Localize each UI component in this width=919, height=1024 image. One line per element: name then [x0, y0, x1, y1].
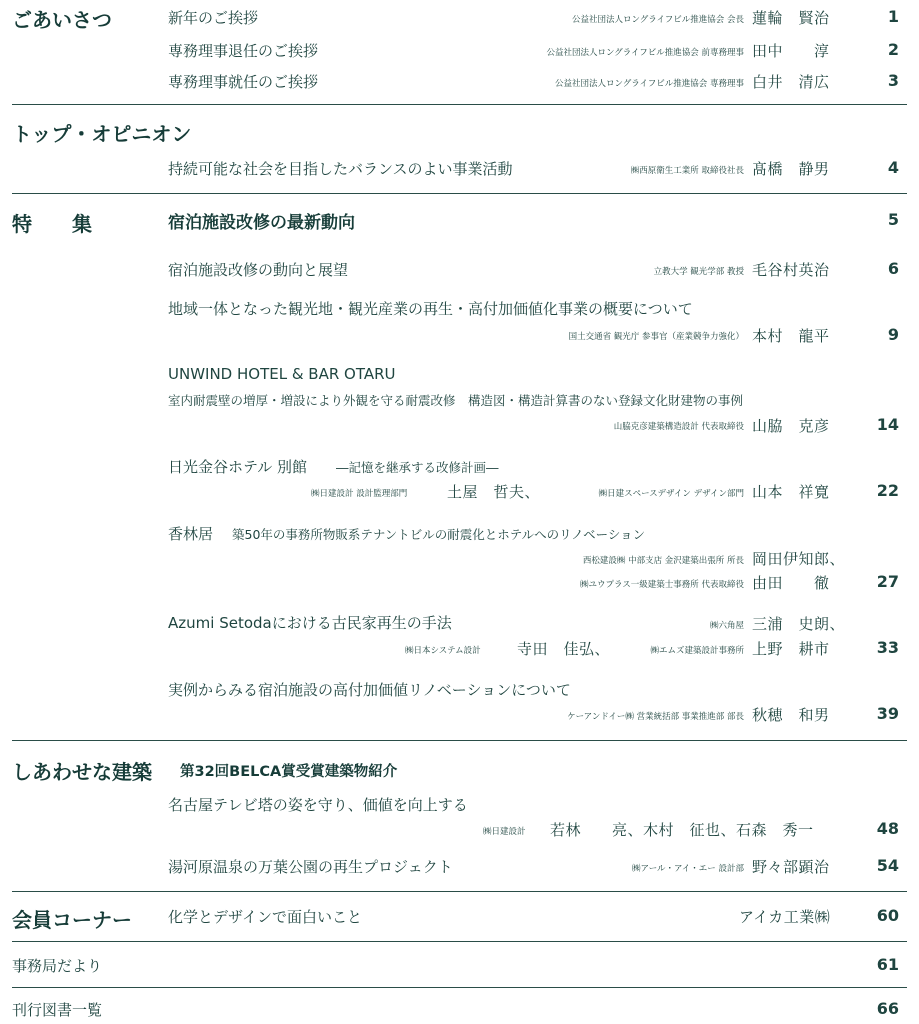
entry-title: 新年のご挨拶: [168, 9, 259, 27]
section-divider: [12, 740, 907, 741]
entry-author: 白井 清広: [752, 73, 830, 91]
entry-author: 山本 祥寛: [752, 483, 830, 501]
entry-page: 4: [887, 158, 899, 177]
entry-title: 名古屋テレビ塔の姿を守り、価値を向上する: [168, 796, 468, 814]
entry-author: 毛谷村英治: [752, 261, 830, 279]
entry-title: UNWIND HOTEL & BAR OTARU: [168, 365, 396, 383]
entry-affiliation: 公益社団法人ロングライフビル推進協会 専務理事: [554, 79, 744, 89]
entry-page: 22: [876, 481, 899, 500]
entry-page: 60: [876, 906, 899, 925]
entry-author: 山脇 克彦: [752, 417, 830, 435]
entry-author: 髙橋 静男: [752, 160, 830, 178]
entry-author: 三浦 史朗、: [752, 615, 846, 633]
entry-page: 33: [876, 638, 899, 657]
section-heading-aisatsu: ごあいさつ: [12, 8, 112, 32]
entry-title: 持続可能な社会を目指したバランスのよい事業活動: [168, 160, 513, 178]
entry-title: Azumi Setodaにおける古民家再生の手法: [168, 614, 452, 632]
section-divider: [12, 193, 907, 194]
entry-affiliation: 公益社団法人ロングライフビル推進協会 前専務理事: [546, 48, 744, 58]
section-heading-shiawase: しあわせな建築: [12, 760, 152, 784]
feature-title[interactable]: 宿泊施設改修の最新動向: [168, 213, 355, 233]
entry-author: 上野 耕市: [752, 640, 830, 658]
entry-author: 由田 徹: [752, 574, 830, 592]
entry-page: 39: [876, 704, 899, 723]
section-divider: [12, 941, 907, 942]
entry-affiliation: 西松建設㈱ 中部支店 金沢建築出張所 所長: [582, 556, 744, 566]
entry-affiliation: ㈱日建スペースデザイン デザイン部門: [598, 489, 744, 499]
entry-affiliation: ㈱日本システム設計: [405, 646, 481, 656]
entry-affiliation: 国土交通省 観光庁 参事官（産業競争力強化）: [568, 332, 744, 342]
entry-title: 香林居: [168, 525, 214, 543]
entry-author: 寺田 佳弘、: [517, 640, 611, 658]
entry-page: 48: [876, 819, 899, 838]
section-divider: [12, 987, 907, 988]
entry-author: 本村 龍平: [752, 327, 830, 345]
entry-title: 実例からみる宿泊施設の高付加価値リノベーションについて: [168, 681, 571, 699]
entry-title: 地域一体となった観光地・観光産業の再生・高付加価値化事業の概要について: [168, 300, 693, 318]
entry-page: 61: [876, 955, 899, 974]
entry-author: 野々部顕治: [752, 858, 830, 876]
entry-title: 日光金谷ホテル 別館: [168, 458, 308, 476]
entry-author: アイカ工業㈱: [739, 908, 831, 926]
entry-subtitle: 室内耐震壁の増厚・増設により外観を守る耐震改修 構造図・構造計算書のない登録文化財建物の事例: [168, 393, 744, 408]
entry-affiliation: ㈱六角屋: [709, 621, 744, 631]
section-heading-member: 会員コーナー: [12, 908, 132, 932]
feature-page: 5: [887, 210, 899, 229]
entry-affiliation: ㈱西原衛生工業所 取締役社長: [630, 166, 744, 176]
section-heading-feature: 特 集: [12, 212, 92, 236]
entry-title: 事務局だより: [12, 957, 103, 975]
entry-page: 6: [887, 259, 899, 278]
entry-affiliation: 立教大学 観光学部 教授: [653, 267, 744, 277]
entry-affiliation: ケーアンドイー㈱ 営業統括部 事業推進部 部長: [567, 712, 744, 722]
entry-title: 化学とデザインで面白いこと: [168, 908, 362, 926]
entry-page: 54: [876, 856, 899, 875]
entry-title: 専務理事就任のご挨拶: [168, 73, 319, 91]
entry-title: 専務理事退任のご挨拶: [168, 42, 319, 60]
entry-affiliation: 公益社団法人ロングライフビル推進協会 会長: [571, 15, 744, 25]
entry-page: 14: [876, 415, 899, 434]
entry-page: 66: [876, 999, 899, 1018]
entry-author: 秋穂 和男: [752, 706, 830, 724]
entry-page: 1: [887, 7, 899, 26]
section-heading-opinion: トップ・オピニオン: [12, 122, 192, 146]
entry-title: 湯河原温泉の万葉公園の再生プロジェクト: [168, 858, 453, 876]
entry-page: 3: [887, 71, 899, 90]
entry-author: 若林 亮、木村 征也、石森 秀一: [550, 821, 814, 839]
section-subheading-belca: 第32回BELCA賞受賞建築物紹介: [180, 764, 398, 780]
entry-author: 蓮輪 賢治: [752, 9, 830, 27]
entry-page: 27: [876, 572, 899, 591]
section-divider: [12, 104, 907, 105]
entry-author: 田中 淳: [752, 42, 830, 60]
entry-subtitle: 築50年の事務所物販系テナントビルの耐震化とホテルへのリノベーション: [232, 527, 646, 542]
entry-affiliation: ㈱日建設計 設計監理部門: [311, 489, 408, 499]
entry-title: 刊行図書一覧: [12, 1001, 103, 1019]
entry-subtitle: ―記憶を継承する改修計画―: [336, 460, 499, 475]
entry-author: 岡田伊知郎、: [752, 550, 846, 568]
entry-author: 土屋 哲夫、: [447, 483, 541, 501]
entry-page: 2: [887, 40, 899, 59]
entry-title: 宿泊施設改修の動向と展望: [168, 261, 349, 279]
entry-affiliation: ㈱アール・アイ・エー 設計部: [631, 864, 744, 874]
entry-affiliation: 山脇克彦建築構造設計 代表取締役: [613, 422, 744, 432]
entry-affiliation: ㈱ユウプラス一級建築士事務所 代表取締役: [580, 580, 744, 590]
entry-affiliation: ㈱日建設計: [483, 827, 526, 837]
entry-page: 9: [887, 325, 899, 344]
entry-affiliation: ㈱エムズ建築設計事務所: [650, 646, 744, 656]
section-divider: [12, 891, 907, 892]
